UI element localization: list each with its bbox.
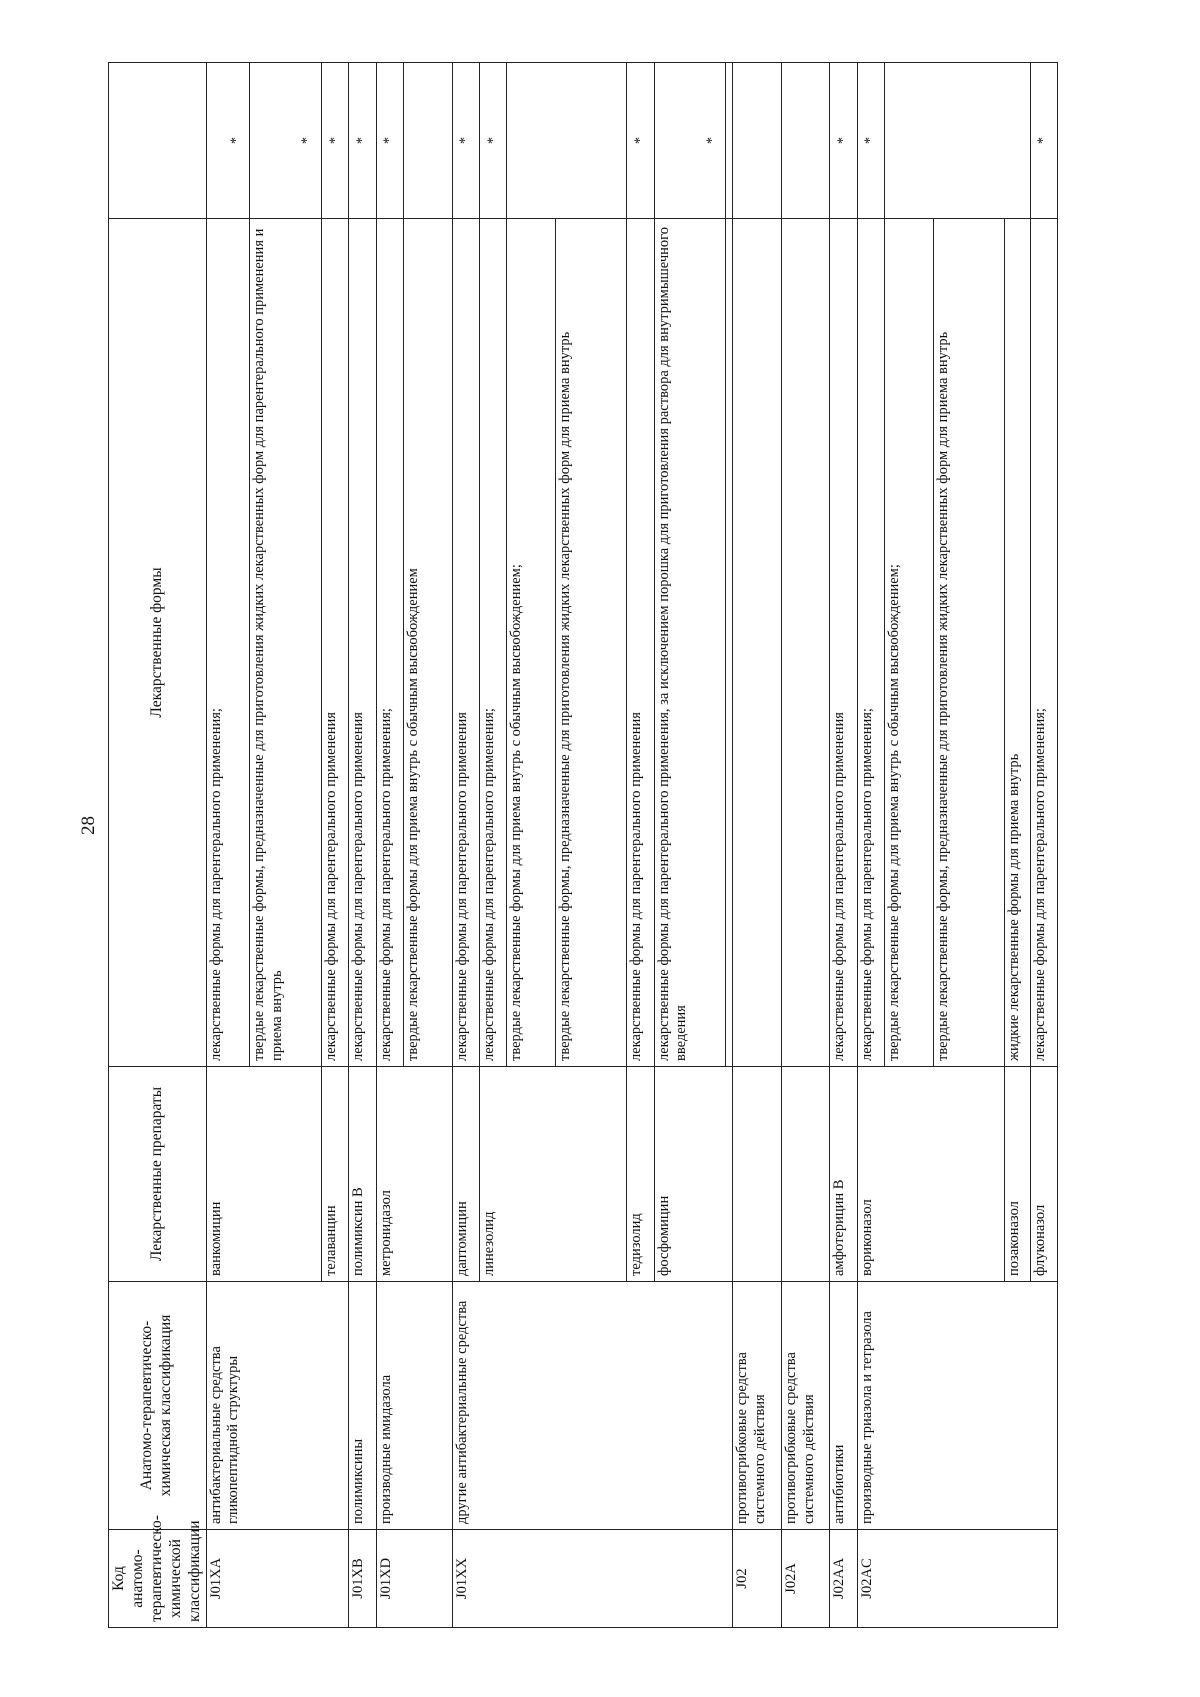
atc-class: другие антибактериальные средства xyxy=(452,1282,733,1530)
dosage-form-empty xyxy=(781,219,830,1067)
empty-mark xyxy=(726,63,733,219)
table-row xyxy=(452,63,479,1628)
drug-name: флуконазол xyxy=(1030,1067,1057,1282)
drug-name: вориконазол xyxy=(857,1067,1004,1282)
drug-name: позаконазол xyxy=(1005,1067,1030,1282)
drug-name-empty xyxy=(781,1067,830,1282)
atc-class: антибиотики xyxy=(830,1282,857,1530)
dosage-form: лекарственные формы для парентерального применения; xyxy=(479,219,506,1067)
dosage-form: жидкие лекарственные формы для приема внутрь xyxy=(1005,219,1030,1067)
atc-class: антибактериальные средства гликопептидной структуры xyxy=(206,1282,349,1530)
asterisk-mark: * xyxy=(206,63,250,219)
empty-mark xyxy=(404,63,453,219)
dosage-form: лекарственные формы для парентерального применения xyxy=(349,219,376,1067)
atc-code: J02 xyxy=(733,1530,782,1628)
asterisk-mark: * xyxy=(857,63,884,219)
dosage-form: твердые лекарственные формы для приема внутрь с обычным высвобождением xyxy=(404,219,453,1067)
asterisk-mark: * xyxy=(830,63,857,219)
header-code: Код анатомо-терапевтическо-химической классификации xyxy=(109,1530,207,1628)
table-row xyxy=(830,63,857,1628)
asterisk-mark: * xyxy=(452,63,479,219)
asterisk-mark: * xyxy=(479,63,506,219)
drug-name: метронидазол xyxy=(376,1067,452,1282)
table-row xyxy=(733,63,782,1628)
empty-mark xyxy=(781,63,830,219)
dosage-form: лекарственные формы для парентерального применения xyxy=(830,219,857,1067)
asterisk-mark: * xyxy=(376,63,403,219)
drug-name: даптомицин xyxy=(452,1067,479,1282)
dosage-form: лекарственные формы для парентерального применения; xyxy=(1030,219,1057,1067)
dosage-form-empty xyxy=(726,219,733,1067)
dosage-form: лекарственные формы для парентерального применения; xyxy=(206,219,250,1067)
page-number: 28 xyxy=(78,816,99,835)
table-row xyxy=(349,63,376,1628)
drug-table xyxy=(108,62,1058,1628)
atc-class: производные имидазола xyxy=(376,1282,452,1530)
atc-code: J01XD xyxy=(376,1530,452,1628)
table-row xyxy=(857,63,884,1628)
dosage-form: лекарственные формы для парентерального применения xyxy=(322,219,349,1067)
drug-name: линезолид xyxy=(479,1067,626,1282)
dosage-form: лекарственные формы для парентерального применения; xyxy=(376,219,403,1067)
empty-mark xyxy=(885,63,1031,219)
asterisk-mark: * xyxy=(654,63,726,219)
dosage-form: лекарственные формы для парентерального применения, за исключением порошка для приготовления раствора для внутримышечного введения xyxy=(654,219,726,1067)
atc-code: J02A xyxy=(781,1530,830,1628)
table-row xyxy=(376,63,403,1628)
atc-code: J02AA xyxy=(830,1530,857,1628)
asterisk-mark: * xyxy=(322,63,349,219)
rotated-table-container xyxy=(108,63,1058,1628)
atc-code: J01XA xyxy=(206,1530,349,1628)
drug-name-empty xyxy=(733,1067,782,1282)
atc-code: J01XX xyxy=(452,1530,733,1628)
dosage-form: твердые лекарственные формы, предназначенные для приготовления жидких лекарственных форм для парентерального применения и приема внутрь xyxy=(250,219,322,1067)
header-class: Анатомо-терапевтическо-химическая классификация xyxy=(109,1282,207,1530)
drug-name: фосфомицин xyxy=(654,1067,733,1282)
drug-name: амфотерицин B xyxy=(830,1067,857,1282)
atc-class: противогрибковые средства системного действия xyxy=(733,1282,782,1530)
header-mark xyxy=(109,63,207,219)
dosage-form-empty xyxy=(733,219,782,1067)
atc-class: полимиксины xyxy=(349,1282,376,1530)
atc-code: J01XB xyxy=(349,1530,376,1628)
table-row xyxy=(206,63,250,1628)
atc-class: производные триазола и тетразола xyxy=(857,1282,1057,1530)
table-row xyxy=(781,63,830,1628)
atc-class: противогрибковые средства системного действия xyxy=(781,1282,830,1530)
drug-name: полимиксин B xyxy=(349,1067,376,1282)
drug-name: телаванцин xyxy=(322,1067,349,1282)
drug-name: ванкомицин xyxy=(206,1067,322,1282)
header-drugs: Лекарственные препараты xyxy=(109,1067,207,1282)
dosage-form: твердые лекарственные формы, предназначенные для приготовления жидких лекарственных форм для приема внутрь xyxy=(555,219,627,1067)
asterisk-mark: * xyxy=(627,63,654,219)
asterisk-mark: * xyxy=(250,63,322,219)
asterisk-mark: * xyxy=(1030,63,1057,219)
dosage-form: лекарственные формы для парентерального применения xyxy=(627,219,654,1067)
dosage-form: твердые лекарственные формы, предназначенные для приготовления жидких лекарственных форм для приема внутрь xyxy=(933,219,1005,1067)
dosage-form: лекарственные формы для парентерального применения; xyxy=(857,219,884,1067)
header-forms: Лекарственные формы xyxy=(109,219,207,1067)
dosage-form: твердые лекарственные формы для приема внутрь с обычным высвобождением; xyxy=(507,219,556,1067)
atc-code: J02AC xyxy=(857,1530,1057,1628)
empty-mark xyxy=(507,63,627,219)
drug-name: тедизолид xyxy=(627,1067,654,1282)
dosage-form: твердые лекарственные формы для приема внутрь с обычным высвобождением; xyxy=(885,219,934,1067)
dosage-form: лекарственные формы для парентерального применения xyxy=(452,219,479,1067)
empty-mark xyxy=(733,63,782,219)
asterisk-mark: * xyxy=(349,63,376,219)
header-row xyxy=(109,63,207,1628)
